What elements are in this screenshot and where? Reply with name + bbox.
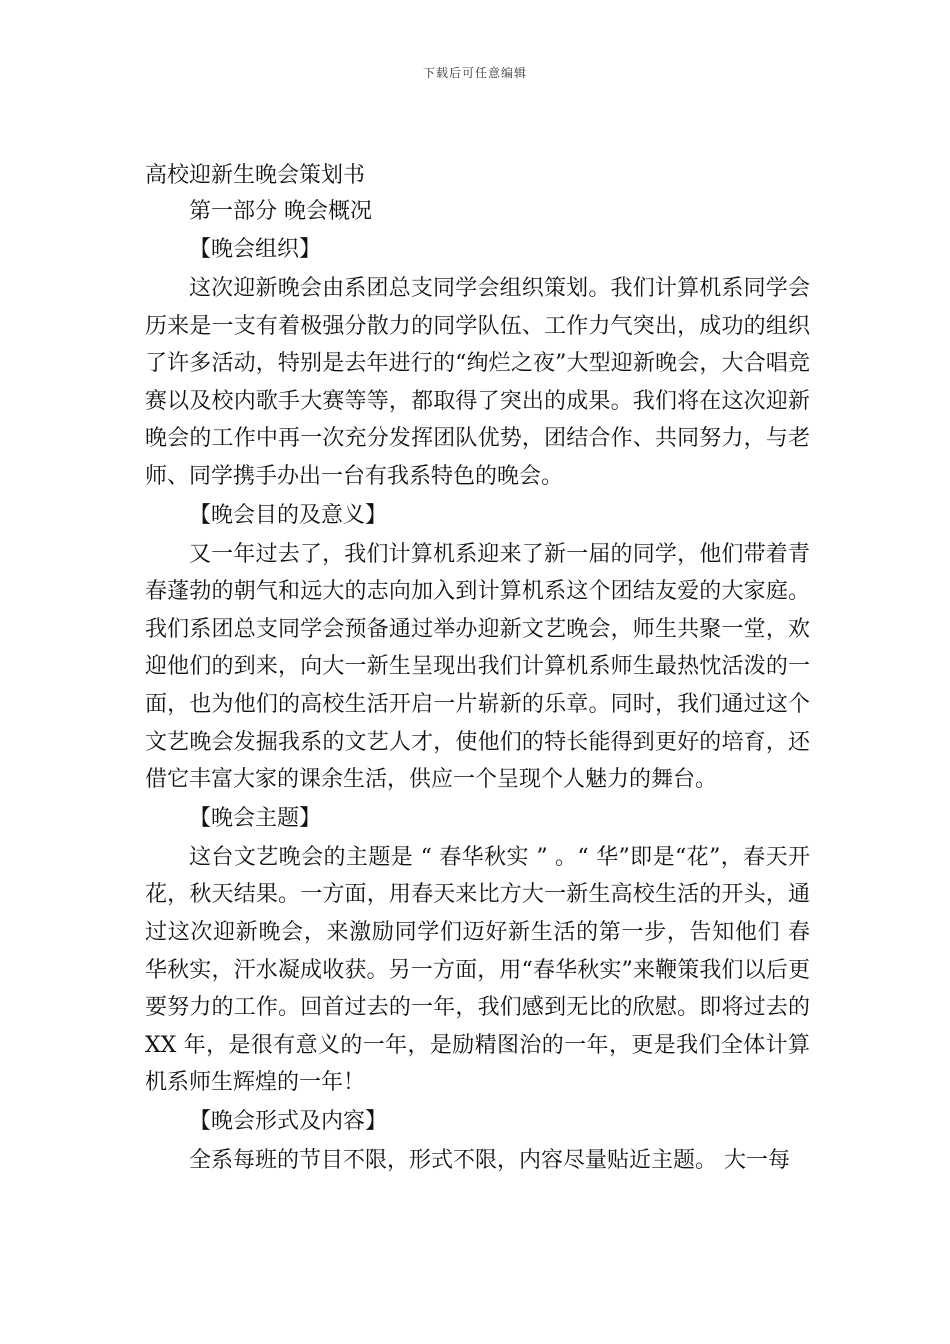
section-paragraph: 又一年过去了，我们计算机系迎来了新一届的同学，他们带着青春蓬勃的朝气和远大的志向加入到计算机系这个团结友爱的大家庭。我们系团总支同学会预备通过举办迎新文艺晚会，师生共聚一堂，欢迎他们的到来，向大一新生呈现出我们计算机系师生最热忱活泼的一面，也为他们的高校生活开启一片崭新的乐章。同时，我们通过这个文艺晚会发掘我系的文艺人才，使他们的特长能得到更好的培育，还借它丰富大家的课余生活，供应一个呈现个人魅力的舞台。 [145, 541, 810, 793]
section-heading: 【晚会目的及意义】 [189, 502, 388, 528]
section-theme [145, 799, 810, 1102]
section-paragraph: 这次迎新晚会由系团总支同学会组织策划。我们计算机系同学会历来是一支有着极强分散力的同学队伍、工作力气突出，成功的组织了许多活动，特别是去年进行的“绚烂之夜”大型迎新晚会，大合唱竞赛以及校内歌手大赛等等，都取得了突出的成果。我们将在这次迎新晚会的工作中再一次充分发挥团队优势，团结合作、共同努力，与老师、同学携手办出一台有我系特色的晚会。 [145, 276, 810, 489]
section-heading: 【晚会形式及内容】 [189, 1108, 388, 1134]
document-title: 高校迎新生晚会策划书 [145, 163, 366, 188]
section-paragraph: 全系每班的节目不限，形式不限，内容尽量贴近主题。 大一每 [189, 1147, 790, 1173]
section-heading: 【晚会组织】 [189, 237, 322, 262]
page-header-note: 下载后可任意编辑 [422, 66, 527, 80]
section-format [145, 1102, 810, 1180]
part-title: 第一部分 晚会概况 [189, 199, 372, 224]
section-purpose [145, 496, 810, 799]
section-organization [145, 230, 810, 496]
section-paragraph: 这台文艺晚会的主题是 “ 春华秋实 ” 。“ 华”即是“花”，春天开花，秋天结果。一方面，用春天来比方大一新生高校生活的开头，通过这次迎新晚会，来激励同学们迈好新生活的第一步，告知他们 春华秋实，汗水凝成收获。另一方面，用“春华秋实”来鞭策我们以后更要努力的工作。回首过去的一年，我们感到无比的欣慰。即将过去的 XX 年，是很有意义的一年，是励精图治的一年，更是我们全体计算机系师生辉煌的一年！ [145, 844, 810, 1096]
section-heading: 【晚会主题】 [189, 805, 322, 831]
document-body [145, 158, 810, 1179]
